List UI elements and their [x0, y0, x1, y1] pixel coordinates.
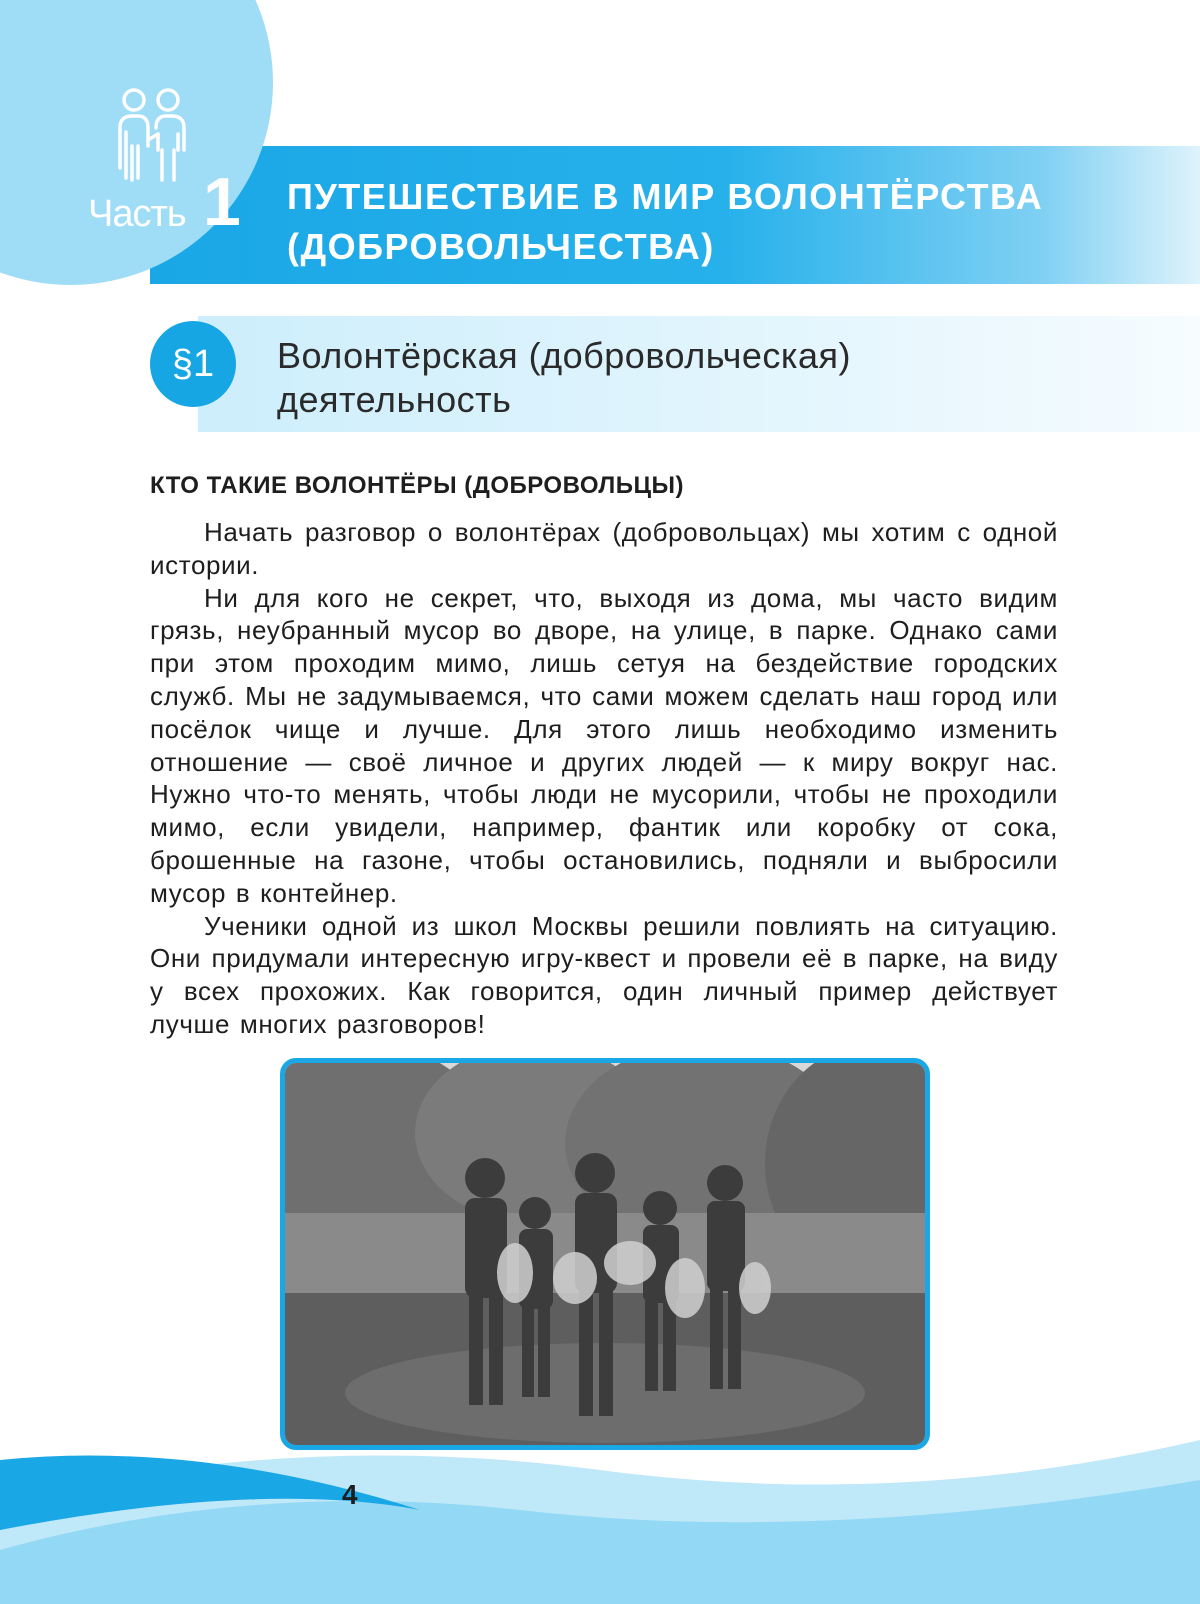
part-label: Часть: [88, 193, 186, 235]
chapter-title-line-1: ПУТЕШЕСТВИЕ В МИР ВОЛОНТЁРСТВА: [287, 176, 1044, 217]
section-title-line-2: деятельность: [277, 379, 512, 420]
chapter-title: [287, 172, 1167, 272]
part-number: 1: [203, 164, 241, 240]
page-number: 4: [342, 1479, 358, 1510]
paragraph-1: Начать разговор о волонтёрах (добровольцах) мы хотим с одной истории.: [150, 517, 1058, 580]
section-title: [277, 334, 851, 422]
paragraph-2: Ни для кого не секрет, что, выходя из дома, мы часто видим грязь, неубранный мусор во дворе, на улице, в парке. Однако сами при этом проходим мимо, лишь сетуя на бездействие городских служб. Мы не задумываемся, что сами можем сделать наш город или посёлок чище и лучше. Для этого лишь необходимо изменить отношение — своё личное и других людей — к миру вокруг нас. Нужно что-то менять, чтобы люди не мусорили, чтобы не проходили мимо, если увидели, например, фантик или коробку от сока, брошенные на газоне, чтобы остановились, подняли и выбросили мусор в контейнер.: [150, 582, 1058, 908]
volunteers-photo: [280, 1058, 930, 1450]
people-icon: [112, 88, 192, 184]
paragraph-3: Ученики одной из школ Москвы решили повлиять на ситуацию. Они придумали интересную игру-квест и провели её в парке, на виду у всех прохожих. Как говорится, один личный пример действует лучше многих разговоров!: [150, 910, 1058, 1039]
section-title-line-1: Волонтёрская (добровольческая): [277, 335, 851, 376]
chapter-title-line-2: (ДОБРОВОЛЬЧЕСТВА): [287, 226, 715, 267]
subheading: КТО ТАКИЕ ВОЛОНТЁРЫ (ДОБРОВОЛЬЦЫ): [150, 472, 685, 499]
bottom-wave: [0, 1440, 1200, 1604]
section-number-badge: §1: [150, 321, 236, 407]
body-text: [150, 516, 1058, 1041]
